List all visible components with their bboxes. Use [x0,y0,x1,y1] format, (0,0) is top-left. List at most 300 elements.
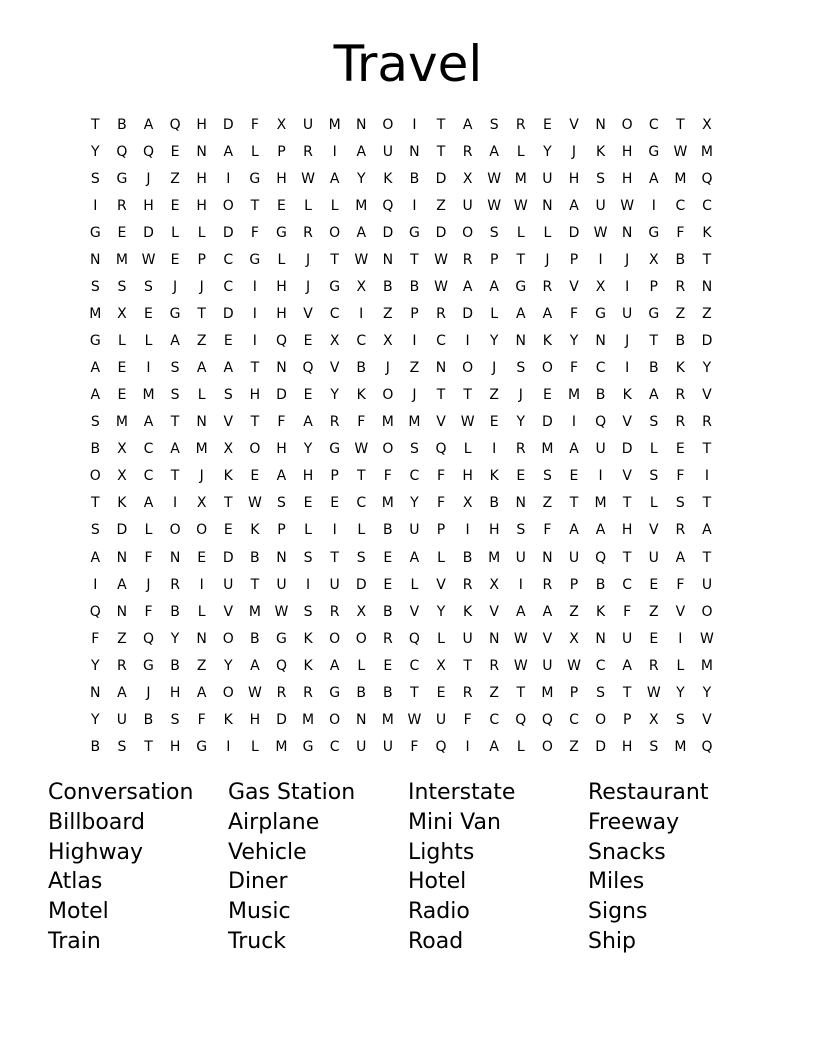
word-list-item: Radio [408,899,470,925]
grid-letter: H [249,711,261,728]
grid-letter: X [648,711,659,728]
grid-letter: G [116,171,128,188]
grid-letter: R [675,279,686,296]
grid-letter: U [356,738,367,755]
grid-letter: I [678,630,683,647]
grid-letter: O [382,387,394,404]
grid-letter: R [542,576,553,593]
grid-letter: Z [702,306,712,323]
grid-letter: N [116,603,128,620]
grid-letter: T [330,549,339,566]
grid-letter: A [409,549,420,566]
grid-letter: U [462,630,473,647]
grid-letter: Y [436,603,446,620]
word-list-item: Mini Van [408,809,501,835]
grid-letter: S [649,468,659,485]
grid-letter: L [437,630,445,647]
word-list-item: Vehicle [228,839,307,865]
grid-letter: X [196,495,207,512]
grid-letter: V [702,387,712,404]
word-list-item: Hotel [408,869,467,895]
grid-letter: P [436,522,446,539]
grid-letter: L [357,522,366,539]
grid-letter: Y [516,414,526,431]
grid-letter: R [117,657,127,674]
grid-letter: H [621,738,633,755]
grid-letter: G [648,144,660,161]
grid-letter: S [356,549,366,566]
grid-letter: H [276,441,287,458]
grid-letter: T [463,657,472,674]
grid-letter: A [223,144,234,161]
grid-letter: A [117,576,127,593]
grid-letter: S [223,387,233,404]
grid-letter: V [223,414,234,431]
grid-letter: Q [435,441,447,458]
grid-letter: W [487,171,502,188]
grid-letter: W [513,630,528,647]
grid-letter: B [250,630,260,647]
grid-letter: T [649,333,659,350]
grid-letter: S [90,414,100,431]
grid-letter: U [701,576,713,593]
grid-letter: O [462,360,474,377]
grid-letter: K [542,333,552,350]
grid-letter: W [646,684,661,701]
grid-letter: A [196,360,207,377]
grid-letter: A [170,441,180,458]
grid-letter: O [222,630,234,647]
grid-letter: L [250,144,259,161]
grid-letter: S [596,684,606,701]
grid-letter: R [303,144,313,161]
grid-letter: Z [117,630,127,647]
grid-letter: E [383,657,393,674]
grid-letter: M [248,603,261,620]
grid-letter: T [410,684,419,701]
grid-letter: O [541,360,553,377]
grid-letter: S [303,549,313,566]
grid-letter: R [702,414,712,431]
grid-letter: R [329,414,340,431]
grid-letter: N [595,630,606,647]
grid-letter: M [567,387,581,404]
grid-letter: C [595,360,606,377]
grid-letter: V [675,603,686,620]
grid-letter: Q [302,360,314,377]
grid-letter: A [462,279,473,296]
grid-letter: O [89,468,101,485]
grid-letter: T [223,495,233,512]
grid-letter: O [329,630,341,647]
grid-letter: N [382,252,394,269]
word-list-item: Interstate [408,780,516,805]
grid-letter: H [621,522,633,539]
grid-letter: E [223,522,233,539]
grid-letter: Y [676,684,685,701]
grid-letter: D [382,225,394,242]
grid-letter: S [649,738,659,755]
grid-letter: M [408,414,421,431]
grid-letter: S [596,171,606,188]
grid-letter: O [382,441,394,458]
grid-letter: X [329,333,340,350]
page-title: Travel [333,35,483,93]
grid-letter: P [277,522,286,539]
grid-letter: J [173,279,178,296]
grid-letter: N [276,360,287,377]
grid-letter: M [541,684,554,701]
grid-letter: H [143,198,154,215]
grid-letter: L [330,198,339,215]
grid-letter: B [383,603,393,620]
grid-letter: L [649,441,658,458]
grid-letter: I [252,333,257,350]
grid-letter: G [329,684,341,701]
grid-letter: U [622,306,633,323]
grid-letter: I [332,522,337,539]
grid-letter: J [146,171,151,188]
grid-letter: S [170,360,180,377]
grid-letter: M [302,711,315,728]
grid-letter: N [595,333,606,350]
grid-letter: B [595,387,606,404]
grid-letter: P [277,144,286,161]
grid-letter: V [569,117,579,133]
grid-letter: W [354,252,369,269]
grid-letter: W [247,684,262,701]
grid-letter: C [223,252,234,269]
grid-letter: V [648,522,659,539]
grid-letter: Q [142,144,154,161]
grid-letter: G [302,738,314,755]
grid-letter: Y [223,657,233,674]
grid-letter: D [568,225,580,242]
grid-letter: U [648,549,659,566]
grid-letter: S [675,495,685,512]
grid-letter: T [622,549,632,566]
word-list-item: Gas Station [228,780,356,805]
grid-letter: Y [356,171,366,188]
grid-letter: D [222,225,234,242]
grid-letter: Z [489,387,499,404]
grid-letter: A [648,171,659,188]
grid-letter: E [277,198,286,215]
grid-letter: E [303,387,313,404]
grid-letter: U [595,198,606,215]
grid-letter: L [304,198,312,215]
grid-letter: Z [409,360,420,377]
grid-letter: F [144,603,153,620]
grid-letter: J [625,333,630,350]
grid-letter: W [567,657,581,674]
grid-letter: B [409,279,420,296]
grid-letter: T [91,495,100,512]
grid-letter: S [170,387,180,404]
grid-letter: U [382,738,393,755]
grid-letter: W [513,657,528,674]
grid-letter: O [249,441,261,458]
grid-letter: I [93,198,98,215]
grid-letter: U [116,711,128,728]
grid-letter: E [675,441,685,458]
grid-letter: L [117,333,126,350]
grid-letter: Z [436,198,446,215]
grid-letter: R [462,144,473,161]
grid-letter: N [435,360,447,377]
grid-letter: M [328,117,341,133]
grid-letter: S [516,360,526,377]
grid-letter: M [674,738,687,755]
grid-letter: A [675,549,686,566]
grid-letter: K [303,657,313,674]
grid-letter: S [144,279,153,296]
grid-letter: K [303,630,313,647]
grid-letter: X [462,171,473,188]
grid-letter: E [170,252,180,269]
grid-letter: N [621,225,633,242]
grid-letter: S [516,522,526,539]
grid-letter: W [460,414,475,431]
grid-letter: I [518,576,523,593]
grid-letter: Q [169,117,181,133]
grid-letter: E [649,576,659,593]
grid-letter: C [329,738,340,755]
grid-letter: K [223,468,233,485]
grid-letter: R [170,576,180,593]
grid-letter: A [143,117,154,133]
grid-letter: A [223,360,234,377]
grid-letter: T [170,414,180,431]
grid-letter: W [673,144,688,161]
grid-letter: N [196,630,207,647]
grid-letter: N [90,684,101,701]
grid-letter: C [648,117,659,133]
grid-letter: F [144,549,153,566]
grid-letter: L [543,225,552,242]
grid-letter: D [116,522,128,539]
grid-letter: T [516,252,526,269]
grid-letter: R [462,576,473,593]
grid-letter: L [250,738,259,755]
grid-letter: K [117,495,127,512]
word-list-item: Motel [48,899,109,925]
grid-letter: X [648,252,659,269]
grid-letter: A [542,306,553,323]
grid-letter: D [435,171,447,188]
grid-letter: I [465,333,470,350]
grid-letter: M [355,198,368,215]
grid-letter: G [276,630,287,647]
grid-letter: V [329,360,340,377]
grid-letter: C [595,657,606,674]
grid-letter: O [355,630,367,647]
grid-letter: A [90,549,101,566]
grid-letter: O [196,522,208,539]
grid-letter: L [516,144,525,161]
grid-letter: G [648,306,660,323]
grid-letter: M [700,657,713,674]
grid-letter: D [143,225,154,242]
grid-letter: O [222,198,234,215]
grid-letter: G [143,657,154,674]
grid-letter: X [462,495,473,512]
grid-letter: R [117,198,127,215]
word-list-item: Lights [408,839,475,865]
grid-letter: O [169,522,181,539]
grid-letter: A [648,387,659,404]
grid-letter: I [571,414,577,431]
grid-letter: U [409,522,420,539]
grid-letter: U [622,630,633,647]
grid-letter: U [276,576,287,593]
grid-letter: N [515,333,527,350]
grid-letter: S [90,171,100,188]
grid-letter: L [410,576,419,593]
grid-letter: F [676,225,685,242]
grid-letter: Z [675,306,686,323]
grid-letter: L [357,657,366,674]
grid-letter: S [675,711,685,728]
grid-letter: Z [196,657,207,674]
grid-letter: D [222,117,234,133]
grid-letter: A [489,279,499,296]
grid-letter: B [117,117,127,133]
word-list-item: Airplane [228,809,320,835]
grid-letter: K [356,387,366,404]
grid-letter: R [329,603,340,620]
grid-letter: F [543,522,552,539]
grid-letter: S [90,522,100,539]
grid-letter: N [116,549,128,566]
grid-letter: Q [541,711,553,728]
grid-letter: A [702,522,712,539]
grid-letter: Y [303,441,313,458]
grid-letter: I [93,576,98,593]
grid-letter: T [144,738,153,755]
grid-letter: T [356,468,366,485]
grid-letter: F [91,630,100,647]
grid-letter: D [542,414,553,431]
grid-letter: J [199,279,204,296]
grid-letter: F [676,576,685,593]
grid-letter: F [357,414,366,431]
grid-letter: I [332,144,337,161]
grid-letter: A [516,603,526,620]
grid-letter: E [250,468,260,485]
grid-letter: P [197,252,206,269]
grid-letter: I [359,306,364,323]
grid-letter: J [305,279,311,296]
grid-letter: Q [701,171,713,188]
word-list-item: Road [408,928,464,954]
grid-letter: Q [701,738,713,755]
grid-letter: Q [515,711,527,728]
grid-letter: T [516,684,526,701]
grid-letter: R [276,684,287,701]
grid-letter: G [249,171,261,188]
word-list-item: Diner [228,869,288,895]
grid-letter: E [383,576,393,593]
grid-letter: A [569,198,579,215]
grid-letter: I [412,333,417,350]
grid-letter: W [434,279,448,296]
grid-letter: Y [91,711,100,728]
grid-letter: V [436,576,446,593]
grid-letter: B [170,657,180,674]
grid-letter: N [595,117,606,133]
grid-letter: I [252,306,257,323]
grid-letter: P [569,576,579,593]
grid-letter: U [223,576,234,593]
grid-letter: R [382,630,393,647]
grid-letter: I [226,171,231,188]
grid-letter: Q [275,657,287,674]
word-list-item: Train [48,928,101,954]
grid-letter: T [702,495,712,512]
grid-letter: H [568,171,580,188]
grid-letter: I [651,198,656,215]
grid-letter: V [409,603,420,620]
grid-letter: X [383,333,393,350]
grid-letter: B [462,549,473,566]
grid-letter: R [515,441,526,458]
grid-letter: D [222,549,234,566]
grid-letter: U [515,549,526,566]
grid-letter: N [276,549,287,566]
grid-letter: N [409,144,420,161]
grid-letter: P [569,252,579,269]
grid-letter: H [302,468,314,485]
grid-letter: M [381,711,394,728]
grid-letter: H [462,468,473,485]
grid-letter: D [621,441,633,458]
grid-letter: C [356,495,367,512]
word-list-item: Billboard [48,809,145,835]
grid-letter: Q [435,738,447,755]
grid-letter: J [571,144,577,161]
grid-letter: Q [116,144,128,161]
grid-letter: F [250,225,259,242]
grid-letter: F [277,414,286,431]
grid-letter: E [117,360,127,377]
grid-letter: A [276,468,287,485]
grid-letter: U [568,549,580,566]
grid-letter: L [277,252,286,269]
grid-letter: I [465,738,470,755]
grid-letter: W [274,603,289,620]
grid-letter: C [622,576,633,593]
grid-letter: I [492,441,497,458]
grid-letter: E [489,414,499,431]
grid-letter: V [489,603,499,620]
grid-letter: Z [489,684,499,701]
grid-letter: X [117,468,127,485]
grid-letter: M [115,414,128,431]
grid-letter: L [197,225,206,242]
grid-letter: A [622,657,632,674]
grid-letter: Q [142,630,154,647]
grid-letter: J [492,360,497,377]
grid-letter: E [542,117,552,133]
grid-letter: T [250,414,260,431]
grid-letter: M [195,441,208,458]
grid-letter: L [197,603,206,620]
grid-letter: X [117,306,127,323]
grid-letter: R [675,387,686,404]
grid-letter: Z [569,603,579,620]
grid-letter: A [90,387,101,404]
